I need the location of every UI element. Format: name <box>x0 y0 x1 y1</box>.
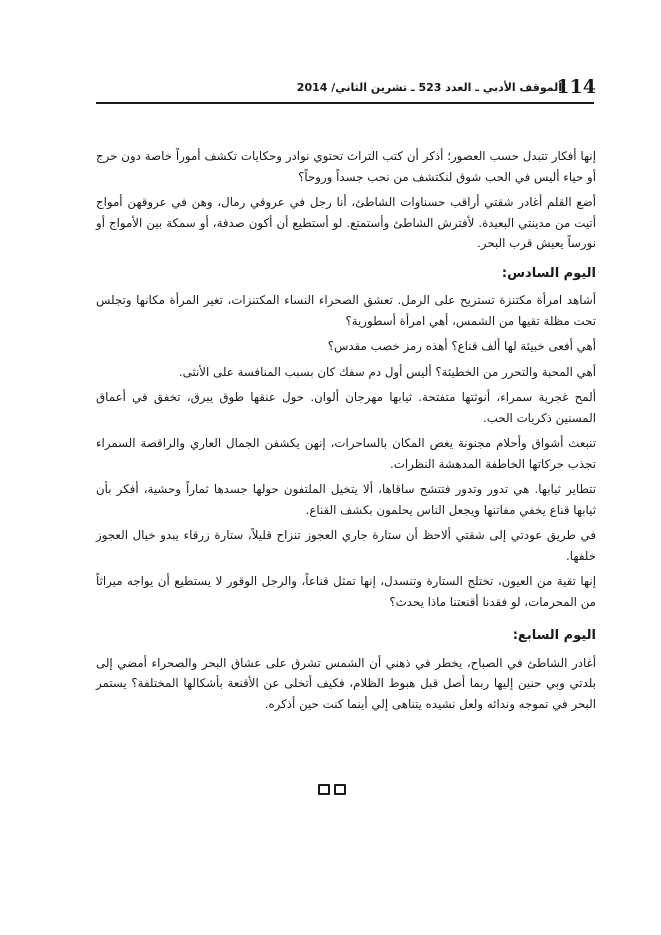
section-heading-day6: اليوم السادس: <box>501 265 596 281</box>
page-header <box>96 76 596 102</box>
section-heading-day7: اليوم السابع: <box>512 628 596 643</box>
paragraph: أهي المحبة والتحرر من الخطيئة؟ أليس أول دم سفك كان بسبب المنافسة على الأنثى. <box>178 364 596 379</box>
paragraph: إنها أفكار تتبدل حسب العصور؛ أذكر أن كتب التراث تحتوي نوادر وحكايات تكشف أموراً خاصة دون حرج أو حياء أليس في الحب شوق لنكتشف من نحب جسداً وروحاً؟ <box>96 149 596 184</box>
paragraph: تتطاير ثيابها. هي تدور وتدور فتتشح ساقاها، ألا يتخيل الملتفون حولها جسدها ثماراً وحشية، أفكر بأن ثيابها قناع يخفي مفاتنها ويجعل الناس يحلمون بكشف القناع. <box>96 482 596 517</box>
paragraph: إنها تقية من العيون، تختلج الستارة وتنسدل، إنها تمثل قناعاً، والرجل الوقور لا يستطيع أن يواجه ميراثاً من المحرمات، لو فقدنا أقنعتنا ماذا يحدث؟ <box>96 574 596 609</box>
running-head: الموقف الأدبي ـ العدد 523 ـ تشرين الثاني/ 2014 <box>296 81 562 94</box>
square-ornament-icon <box>334 784 346 795</box>
paragraph: تنبعث أشواق وأحلام مجنونة يغص المكان بالساحرات، إنهن يكشفن الجمال العاري والراقصة السمراء تجذب حركاتها الخاطفة المدهشة النظرات. <box>96 436 596 471</box>
article-body <box>96 146 596 719</box>
header-rule <box>96 102 594 104</box>
paragraph: أهي أفعى خبيئة لها ألف قناع؟ أهذه رمز خصب مقدس؟ <box>327 339 596 353</box>
page-number: 114 <box>556 76 596 98</box>
paragraph: في طريق عودتي إلى شقتي ألاحظ أن ستارة جاري العجوز تنزاح قليلاً، ستارة زرقاء يبدو خيال العجوز خلفها. <box>96 528 596 563</box>
paragraph: أغادر الشاطئ في الصباح، يخطر في ذهني أن الشمس تشرق على عشاق البحر والصحراء أمضي إلى بلدتي وبي حنين إليها ربما أصل قبل هبوط الظلام، فكيف أتخلى عن الأقنعة بأشكالها المختلفة؟ يستمر البحر في تموجه وندائه ولعل نشيده يتناهى إلي أينما كنت حين أذكره. <box>96 655 596 711</box>
paragraph: أشاهد امرأة مكتنزة تستريح على الرمل. تعشق الصحراء النساء المكتنزات، تغير المرأة مكانها وتجلس تحت مظلة تقيها من الشمس، أهي امرأة أسطورية؟ <box>96 293 596 328</box>
paragraph: ألمح غجرية سمراء، أنوثتها متفتحة. ثيابها مهرجان ألوان. حول عنقها طوق يبرق، تخفق في أعماق المسنين ذكريات الحب. <box>96 390 596 425</box>
square-ornament-icon <box>318 784 330 795</box>
section-end-ornament-icon <box>318 784 346 795</box>
paragraph: أضع القلم أغادر شقتي أراقب حسناوات الشاطئ، أنا رجل في عروقي رمال، وهن في عروقهن أمواج أتيت من مدينتي البعيدة. لأفترش الشاطئ وأستمتع. لو أستطيع أن أكون صدفة، أو سمكة بين الأمواج أو نورساً يعيش قرب البحر. <box>96 195 596 250</box>
